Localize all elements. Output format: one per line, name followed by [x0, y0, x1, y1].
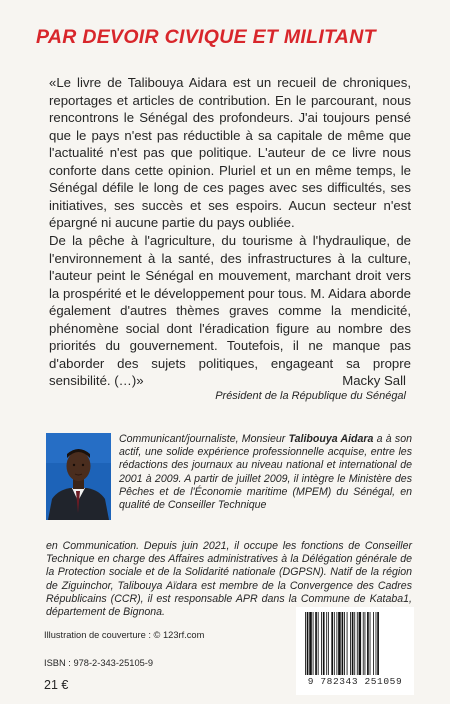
barcode-digits: 9 782343 251059: [307, 676, 403, 687]
signature-role: Président de la République du Sénégal: [215, 390, 406, 402]
quote-paragraph-2: De la pêche à l'agriculture, du tourisme à l'hydraulique, de l'environnement à la santé, des infrastructures à la culture, l'auteur peint le Sénégal en mouvement, marchant droit vers la prospérité et le développement pour tous. M. Aidara aborde également d'autres thèmes graves comme la mendicité, phénomène social dont l'éradication figure au nombre des priorités du gouvernement. Toutefois, il ne manque pas d'aborder des sujets politiques, engageant sa propre sensibilité. (…)»: [49, 233, 411, 388]
isbn: ISBN : 978-2-343-25105-9: [44, 658, 154, 668]
barcode-bars: [303, 612, 407, 675]
cover-credit: Illustration de couverture : © 123rf.com: [44, 630, 205, 640]
author-bio-side: [119, 433, 412, 512]
book-title: PAR DEVOIR CIVIQUE ET MILITANT: [36, 26, 376, 48]
bio-intro: Communicant/journaliste, Monsieur: [119, 433, 289, 445]
author-photo: [46, 433, 111, 520]
signature-name: Macky Sall: [342, 373, 406, 388]
bio-author-name: Talibouya Aidara: [288, 433, 374, 445]
price: 21 €: [44, 678, 69, 692]
barcode: [296, 607, 414, 695]
bio-side-text: a à son actif, une solide expérience professionnelle acquise, entre les rédactions des journaux au niveau national et international de 2001 à 2009. A partir de juillet 2009, il intègre le Ministère des Pêches et de l'Économie maritime (MPEM) du Sénégal, en qualité de Conseiller Technique: [119, 433, 412, 512]
author-bio-full: en Communication. Depuis juin 2021, il occupe les fonctions de Conseiller Technique en charge des Affaires administratives à la Délégation générale de la Protection sociale et de la Solidarité nationale (DGPSN). Natif de la région de Ziguinchor, Talibouya Aïdara est membre de la Convergence des Cadres Républicains (CCR), il est responsable APR dans la Commune de Kataba1, département de Bignona.: [46, 540, 412, 619]
quote-paragraph-1: «Le livre de Talibouya Aidara est un recueil de chroniques, reportages et articles de contribution. En le parcourant, nous rencontrons le Sénégal des profondeurs. J'ai toujours pensé que le pays n'est pas réductible à sa capitale de même que l'actualité n'est pas que politique. L'auteur de ce livre nous conforte dans cette opinion. Pluriel et un en même temps, le Sénégal défile le long de ces pages avec ses difficultés, ses initiatives, ses succès et ses espoirs. Aucun secteur n'est épargné ni aucune partie du pays oubliée.: [49, 75, 411, 230]
